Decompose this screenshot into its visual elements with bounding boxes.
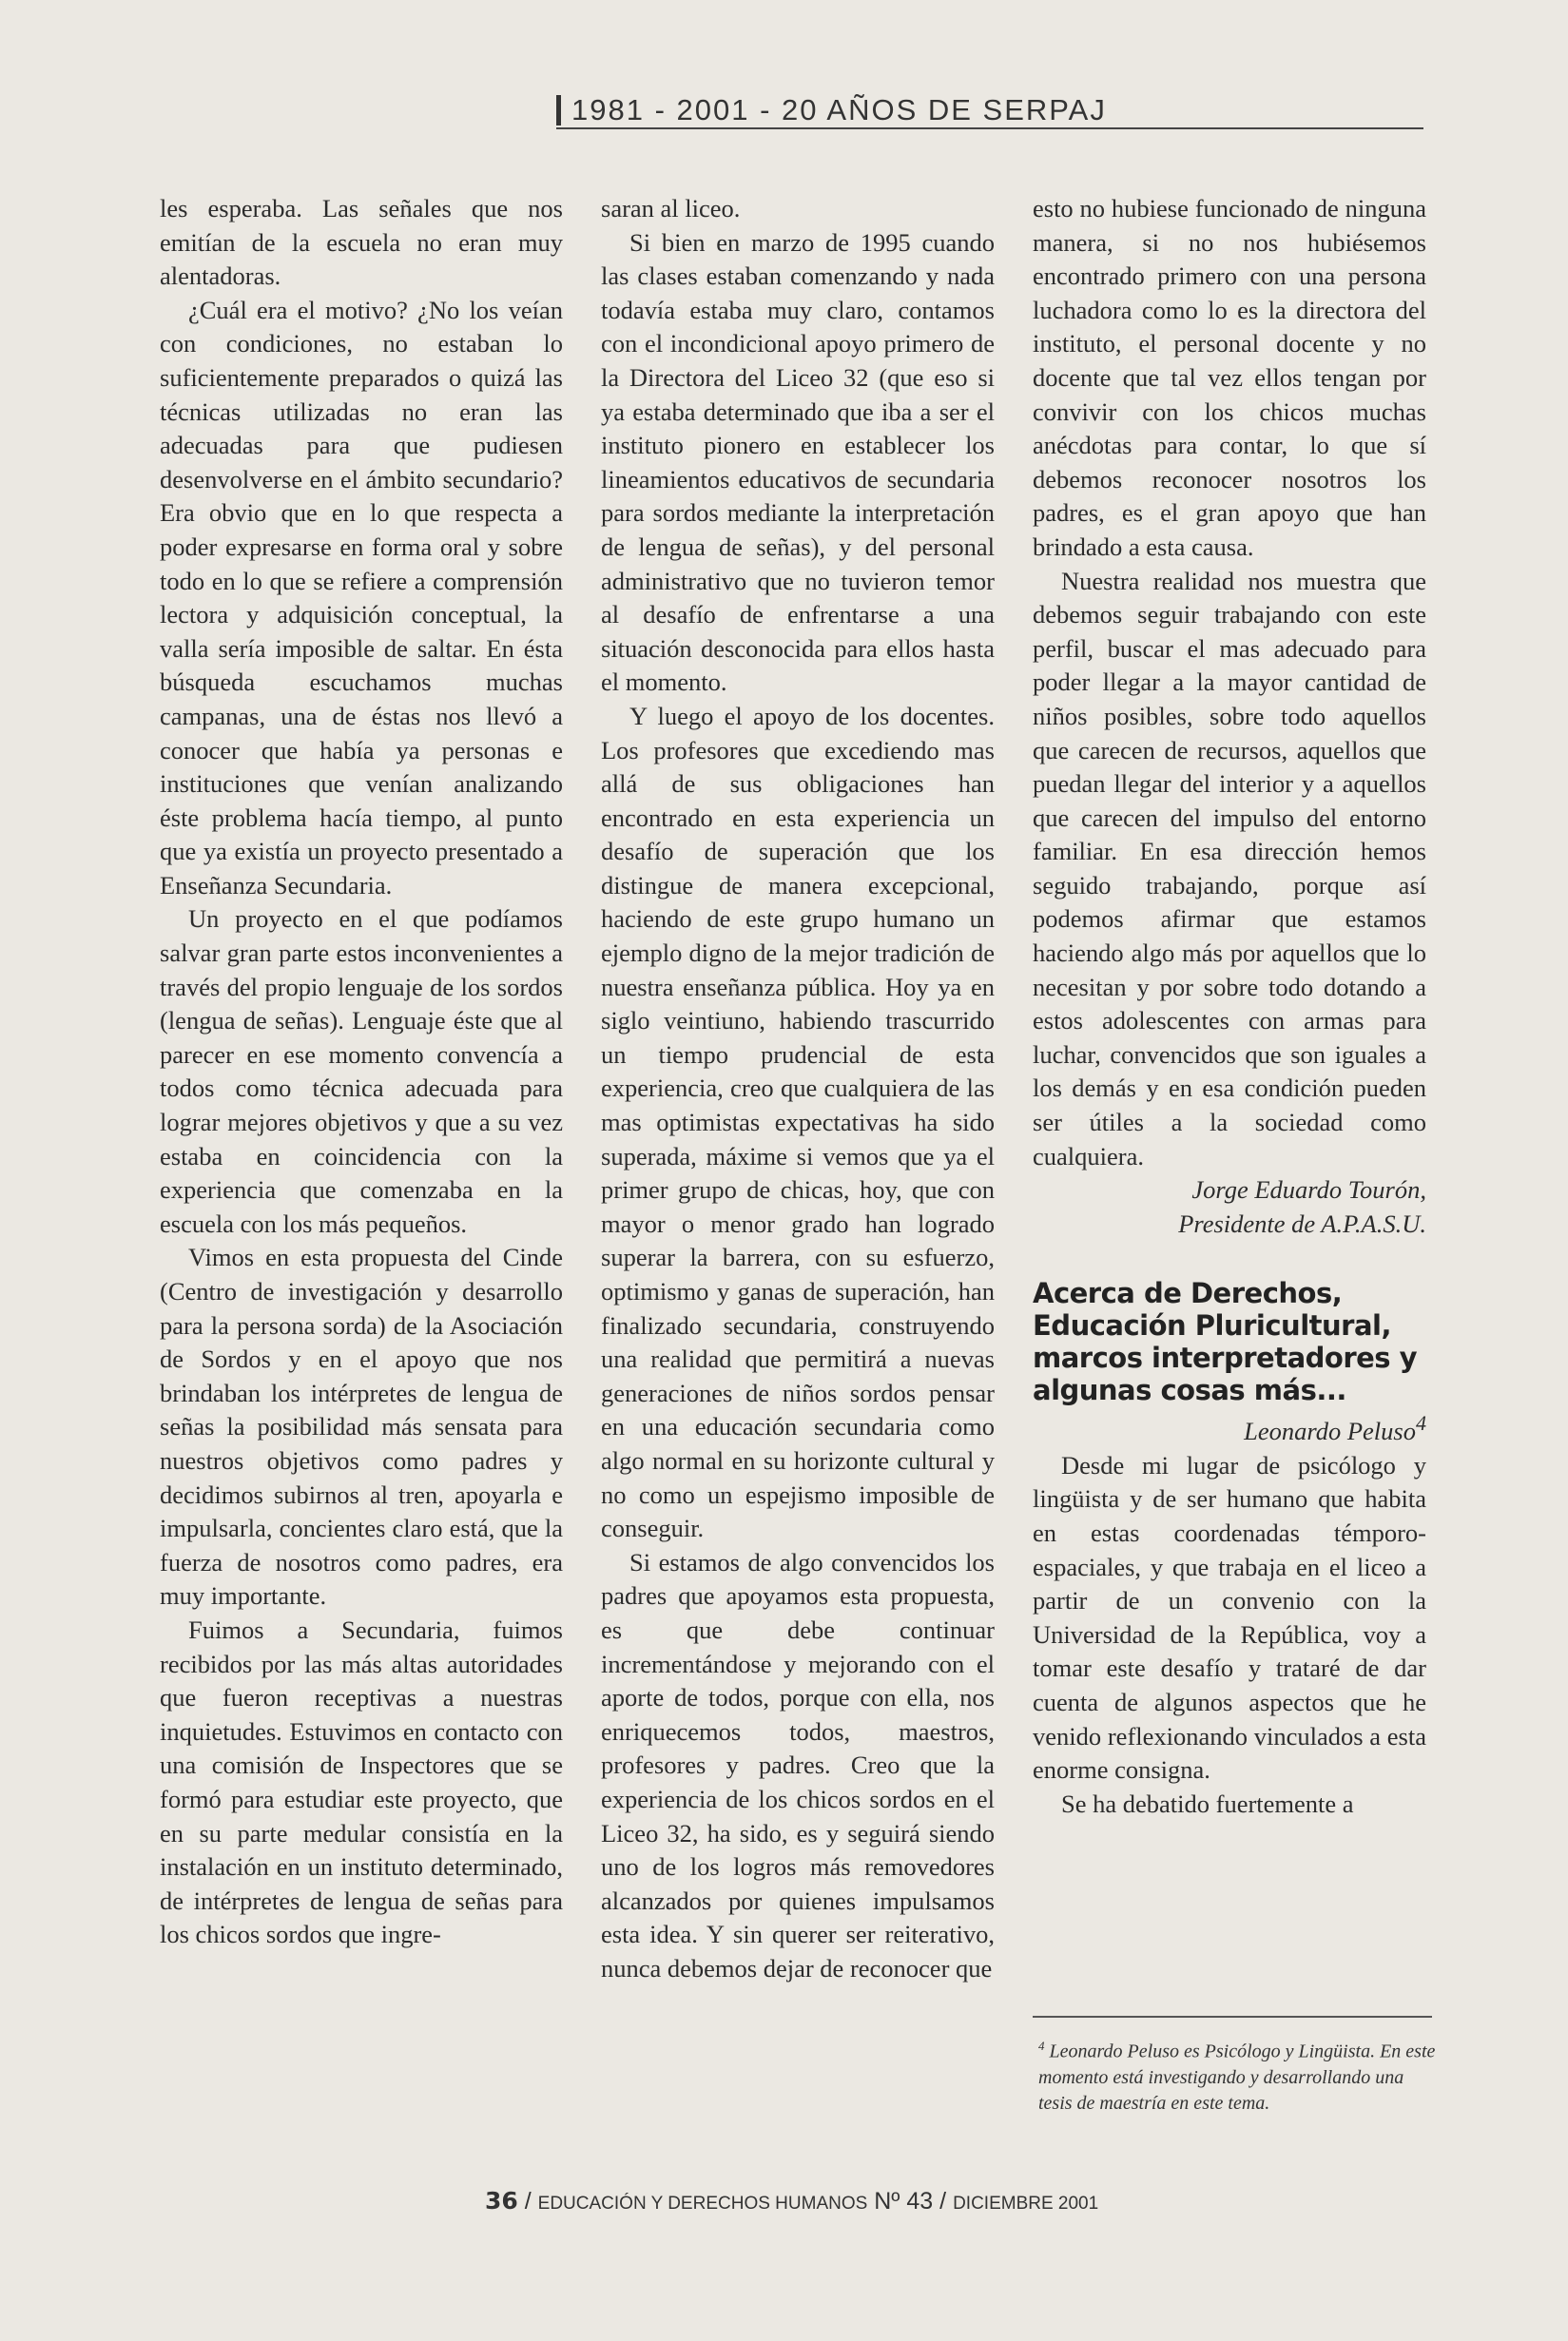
paragraph: Nuestra realidad nos muestra que debemos seguir trabajando con este perfil, buscar el mas adecuado para poder llegar a la mayor cantidad de niños posibles, sobre todo aquellos que carecen de recursos, aquellos que puedan llegar del interior y a aquellos que carecen del impulso del entorno familiar. En esa dirección hemos seguido trabajando, porque así podemos afirmar que estamos haciendo algo más por aquellos que lo necesitan y por sobre todo dotando a estos adolescentes con armas para luchar, convencidos que son iguales a los demás y en esa condición pueden ser útiles a la sociedad como cualquiera.	[1033, 566, 1426, 1170]
page-footer	[485, 2187, 1098, 2215]
section-heading: Acerca de Derechos, Educación Pluricultural, marcos interpretadores y algunas cosas más...	[1033, 1277, 1418, 1407]
footnote-text: Leonardo Peluso es Psicólogo y Lingüista. En este momento está investigando y desarrollando una tesis de maestría en este tema.	[1038, 2041, 1436, 2114]
text-column-2	[601, 192, 995, 1985]
paragraph: Desde mi lugar de psicólogo y lingüista y de ser humano que habita en estas coordenadas témporo-espaciales, y que trabaja en el liceo a partir de un convenio con la Universidad de la República, voy a tomar este desafío y trataré de dar cuenta de algunos aspectos que he venido reflexionando vinculados a esta enorme consigna.	[1033, 1450, 1426, 1785]
paragraph: Si estamos de algo convencidos los padres que apoyamos esta propuesta, es que debe continuar incrementándose y mejorando con el aporte de todos, porque con ella, nos enriquecemos todos, maestros, profesores y padres. Creo que la experiencia de los chicos sordos en el Liceo 32, ha sido, es y seguirá siendo uno de los logros más removedores alcanzados por quienes impulsamos esta idea. Y sin querer ser reiterativo, nunca debemos dejar de reconocer que	[601, 1547, 995, 1983]
text-column-3	[1033, 192, 1426, 1821]
signature-role: Presidente de A.P.A.S.U.	[1178, 1209, 1426, 1238]
issue-number: Nº 43	[874, 2188, 934, 2215]
header-bar	[556, 95, 561, 126]
paragraph: esto no hubiese funcionado de ninguna manera, si no nos hubiésemos encontrado primero con una persona luchadora como lo es la directora del instituto, el personal docente y no docente que tal vez ellos tengan por convivir con los chicos muchas anécdotas para contar, lo que sí debemos reconocer nosotros los padres, es el gran apoyo que han brindado a esta causa.	[1033, 194, 1426, 561]
paragraph: Si bien en marzo de 1995 cuando las clases estaban comenzando y nada todavía estaba muy claro, contamos con el incondicional apoyo primero de la Directora del Liceo 32 (que eso si ya estaba determinado que iba a ser el instituto pionero en establecer los lineamientos educativos de secundaria para sordos mediante la interpretación de lengua de señas), y del personal administrativo que no tuvieron temor al desafío de enfrentarse a una situación desconocida para ellos hasta el momento.	[601, 227, 995, 697]
footnote-divider	[1033, 2016, 1432, 2018]
paragraph: Fuimos a Secundaria, fuimos recibidos por las más altas autoridades que fueron receptivas a nuestras inquietudes. Estuvimos en contacto con una comisión de Inspectores que se formó para estudiar este proyecto, que en su parte medular consistía en la instalación en un instituto determinado, de intérpretes de lengua de señas para los chicos sordos que ingre-	[160, 1615, 563, 1949]
paragraph: ¿Cuál era el motivo? ¿No los veían con condiciones, no estaban lo suficientemente preparados o quizá las técnicas utilizadas no eran las adecuadas para que pudiesen desenvolverse en el ámbito secundario? Era obvio que en lo que respecta a poder expresarse en forma oral y sobre todo en lo que se refiere a comprensión lectora y adquisición conceptual, la valla sería imposible de saltar. En ésta búsqueda escuchamos muchas campanas, una de éstas nos llevó a conocer que había ya personas e instituciones que venían analizando éste problema hacía tiempo, al punto que ya existía un proyecto presentado a Enseñanza Secundaria.	[160, 295, 563, 900]
paragraph: Vimos en esta propuesta del Cinde (Centro de investigación y desarrollo para la persona sorda) de la Asociación de Sordos y en el apoyo que nos brindaban los intérpretes de lengua de señas la posibilidad más sensata para nuestros objetivos como padres y decidimos subirnos al tren, apoyarla e impulsarla, concientes claro está, que la fuerza de nosotros como padres, era muy importante.	[160, 1243, 563, 1611]
text-column-1	[160, 192, 563, 1952]
page-number: 36	[485, 2187, 518, 2215]
signature-name: Jorge Eduardo Tourón,	[1191, 1175, 1426, 1205]
author-byline	[1033, 1406, 1426, 1448]
paragraph: saran al liceo.	[601, 194, 741, 222]
header-title: 1981 - 2001 - 20 AÑOS DE SERPAJ	[571, 93, 1107, 126]
footnote-ref: 4	[1415, 1411, 1426, 1436]
paragraph: Un proyecto en el que podíamos salvar gran parte estos inconvenientes a través del propio lenguaje de los sordos (lengua de señas). Lenguaje éste que al parecer en ese momento convencía a todos como técnica adecuada para lograr mejores objetivos y que a su vez estaba en coincidencia con la experiencia que comenzaba en la escuela con los más pequeños.	[160, 904, 563, 1238]
issue-date: DICIEMBRE 2001	[953, 2194, 1099, 2214]
paragraph: Se ha debatido fuertemente a	[1061, 1789, 1354, 1818]
footer-separator: /	[524, 2188, 532, 2215]
footnote	[1038, 2033, 1442, 2117]
running-header	[556, 91, 1423, 129]
publication-name: EDUCACIÓN Y DERECHOS HUMANOS	[537, 2194, 868, 2214]
footnote-marker: 4	[1038, 2039, 1045, 2053]
footer-separator: /	[939, 2188, 947, 2215]
author-name: Leonardo Peluso	[1244, 1417, 1416, 1446]
paragraph: les esperaba. Las señales que nos emitían de la escuela no eran muy alentadoras.	[160, 194, 563, 291]
paragraph: Y luego el apoyo de los docentes. Los profesores que excediendo mas allá de sus obligaciones han encontrado en esta experiencia un desafío de superación que los distingue de manera excepcional, haciendo de este grupo humano un ejemplo digno de la mejor tradición de nuestra enseñanza pública. Hoy ya en siglo veintiuno, habiendo trascurrido un tiempo prudencial de esta experiencia, creo que cualquiera de las mas optimistas expectativas ha sido superada, máxime si vemos que ya el primer grupo de chicas, hoy, que con mayor o menor grado han logrado superar la barrera, con su esfuerzo, optimismo y ganas de superación, han finalizado secundaria, construyendo una realidad que permitirá a nuevas generaciones de niños sordos pensar en una educación secundaria como algo normal en su horizonte cultural y no como un espejismo imposible de conseguir.	[601, 701, 995, 1543]
